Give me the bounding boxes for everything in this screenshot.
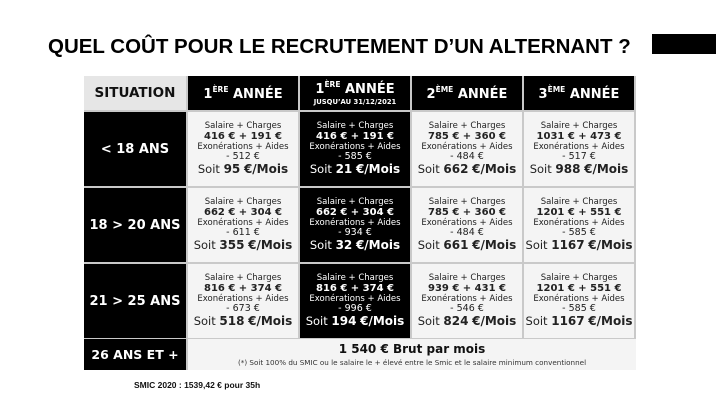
- cost-cell: [300, 112, 410, 186]
- salary-label: Salaire + Charges: [428, 272, 506, 283]
- exon-label: Exonérations + Aides: [309, 293, 401, 304]
- cost-cell: [412, 112, 522, 186]
- salary-value: 416 € + 191 €: [316, 131, 394, 143]
- corner-decoration: [652, 34, 716, 54]
- exon-value: - 585 €: [562, 227, 596, 239]
- cost-cell: [188, 264, 298, 338]
- situation-header: SITUATION: [84, 76, 186, 110]
- exon-label: Exonérations + Aides: [309, 217, 401, 228]
- column-header-3: [412, 76, 522, 110]
- brut-amount: 1 540 € Brut par mois: [338, 342, 486, 356]
- exon-label: Exonérations + Aides: [421, 293, 513, 304]
- column-header-4: [524, 76, 634, 110]
- row-label: 21 > 25 ANS: [84, 264, 186, 338]
- monthly-total: Soit 662 €/Mois: [417, 161, 517, 176]
- salary-value: 1031 € + 473 €: [536, 131, 622, 143]
- exon-value: - 585 €: [338, 151, 372, 163]
- exon-label: Exonérations + Aides: [533, 293, 625, 304]
- exon-label: Exonérations + Aides: [309, 141, 401, 152]
- salary-label: Salaire + Charges: [316, 196, 394, 207]
- monthly-total: Soit 1167 €/Mois: [525, 313, 633, 328]
- exon-label: Exonérations + Aides: [197, 293, 289, 304]
- exon-value: - 512 €: [226, 151, 260, 163]
- monthly-total: Soit 1167 €/Mois: [525, 237, 633, 252]
- monthly-total: Soit 21 €/Mois: [309, 161, 401, 176]
- exon-value: - 484 €: [450, 151, 484, 163]
- salary-label: Salaire + Charges: [204, 272, 282, 283]
- salary-value: 416 € + 191 €: [204, 131, 282, 143]
- salary-label: Salaire + Charges: [428, 196, 506, 207]
- exon-value: - 673 €: [226, 303, 260, 315]
- salary-label: Salaire + Charges: [540, 196, 618, 207]
- column-header-2: [300, 76, 410, 110]
- monthly-total: Soit 661 €/Mois: [417, 237, 517, 252]
- exon-label: Exonérations + Aides: [533, 141, 625, 152]
- cost-table: [84, 76, 636, 370]
- cost-cell: [188, 188, 298, 262]
- salary-value: 785 € + 360 €: [428, 131, 506, 143]
- exon-value: - 934 €: [338, 227, 372, 239]
- salary-value: 1201 € + 551 €: [536, 207, 622, 219]
- salary-value: 939 € + 431 €: [428, 283, 506, 295]
- exon-value: - 546 €: [450, 303, 484, 315]
- cost-cell: [412, 264, 522, 338]
- exon-value: - 517 €: [562, 151, 596, 163]
- exon-label: Exonérations + Aides: [197, 141, 289, 152]
- exon-value: - 996 €: [338, 303, 372, 315]
- row-label-26-plus: 26 ANS ET +: [84, 339, 186, 370]
- salary-value: 816 € + 374 €: [204, 283, 282, 295]
- column-header-subtitle: JUSQU’AU 31/12/2021: [313, 98, 397, 106]
- cost-cell: [524, 188, 634, 262]
- row-26-plus-content: [188, 339, 636, 370]
- row-label: < 18 ANS: [84, 112, 186, 186]
- salary-value: 662 € + 304 €: [204, 207, 282, 219]
- column-header-title: 1ÈRE ANNÉE: [315, 80, 395, 97]
- column-header-1: [188, 76, 298, 110]
- salary-label: Salaire + Charges: [204, 196, 282, 207]
- exon-value: - 611 €: [226, 227, 260, 239]
- cost-cell: [524, 112, 634, 186]
- column-header-title: 1ÈRE ANNÉE: [203, 84, 283, 102]
- exon-value: - 484 €: [450, 227, 484, 239]
- salary-value: 816 € + 374 €: [316, 283, 394, 295]
- column-header-title: 3ÈME ANNÉE: [538, 84, 620, 102]
- exon-label: Exonérations + Aides: [533, 217, 625, 228]
- salary-label: Salaire + Charges: [316, 272, 394, 283]
- smic-note: (*) Soit 100% du SMIC ou le salaire le + élevé entre le Smic et le salaire minimum conventionnel: [237, 358, 587, 367]
- monthly-total: Soit 988 €/Mois: [529, 161, 629, 176]
- cost-cell: [300, 264, 410, 338]
- slide-title: QUEL COÛT POUR LE RECRUTEMENT D’UN ALTERNANT ?: [48, 35, 631, 58]
- cost-cell: [524, 264, 634, 338]
- cost-cell: [188, 112, 298, 186]
- monthly-total: Soit 355 €/Mois: [193, 237, 293, 252]
- salary-label: Salaire + Charges: [428, 120, 506, 131]
- salary-label: Salaire + Charges: [540, 120, 618, 131]
- column-header-title: 2ÈME ANNÉE: [426, 84, 508, 102]
- salary-value: 785 € + 360 €: [428, 207, 506, 219]
- monthly-total: Soit 518 €/Mois: [193, 313, 293, 328]
- cost-cell: [300, 188, 410, 262]
- salary-label: Salaire + Charges: [540, 272, 618, 283]
- smic-footnote: SMIC 2020 : 1539,42 € pour 35h: [134, 380, 261, 390]
- exon-label: Exonérations + Aides: [421, 217, 513, 228]
- monthly-total: Soit 95 €/Mois: [197, 161, 289, 176]
- monthly-total: Soit 194 €/Mois: [305, 313, 405, 328]
- row-label: 18 > 20 ANS: [84, 188, 186, 262]
- exon-label: Exonérations + Aides: [197, 217, 289, 228]
- salary-label: Salaire + Charges: [204, 120, 282, 131]
- salary-value: 1201 € + 551 €: [536, 283, 622, 295]
- salary-value: 662 € + 304 €: [316, 207, 394, 219]
- cost-cell: [412, 188, 522, 262]
- salary-label: Salaire + Charges: [316, 120, 394, 131]
- monthly-total: Soit 32 €/Mois: [309, 237, 401, 252]
- exon-value: - 585 €: [562, 303, 596, 315]
- monthly-total: Soit 824 €/Mois: [417, 313, 517, 328]
- exon-label: Exonérations + Aides: [421, 141, 513, 152]
